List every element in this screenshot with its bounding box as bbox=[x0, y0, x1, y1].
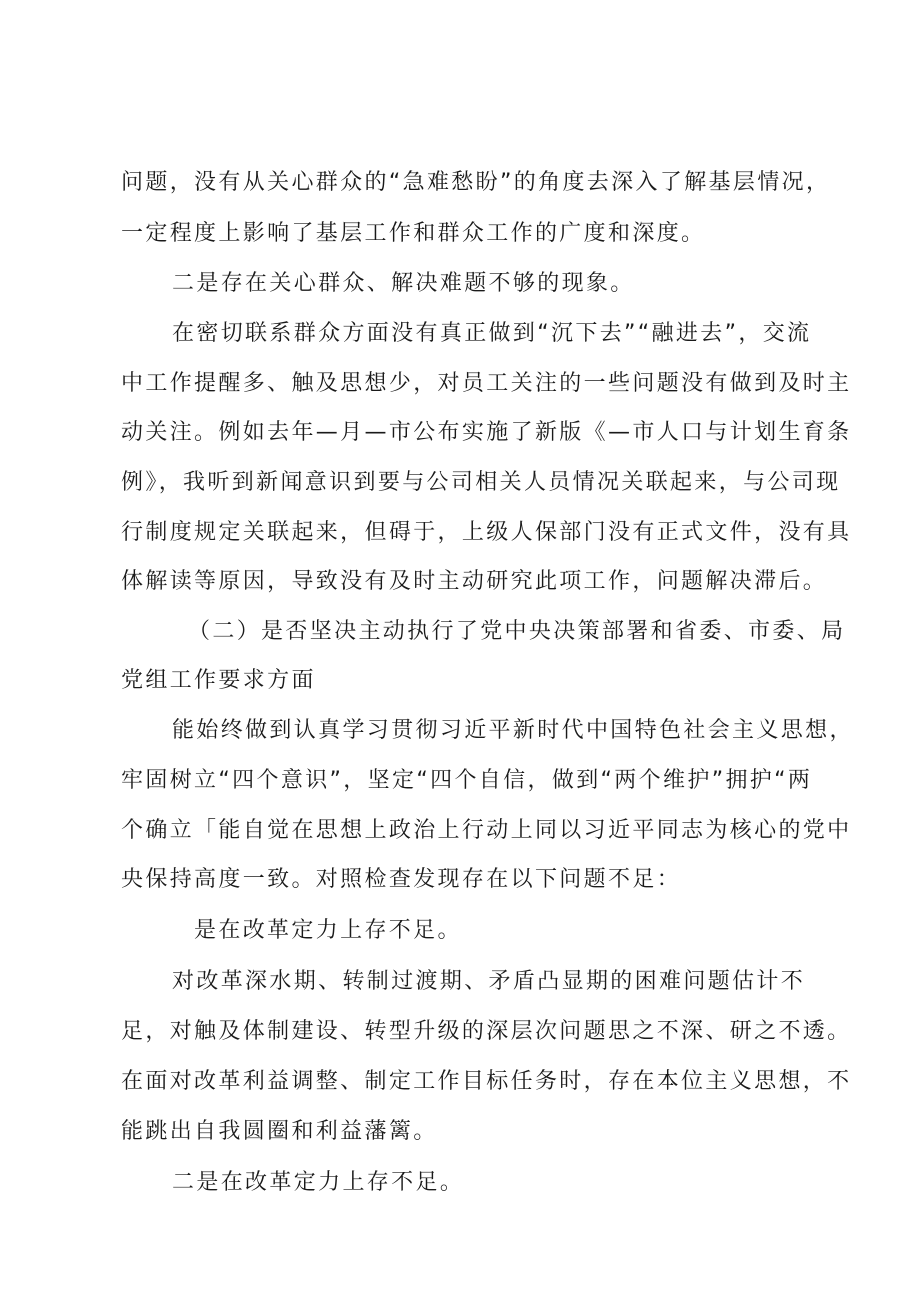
text-line: 在密切联系群众方面没有真正做到“沉下去”“融进去”，交流 bbox=[172, 321, 812, 346]
text-line: 能始终做到认真学习贯彻习近平新时代中国特色社会主义思想， bbox=[172, 718, 854, 743]
text-line: 一定程度上影响了基层工作和群众工作的广度和深度。 bbox=[121, 221, 706, 246]
text-line: 问题，没有从关心群众的“急难愁盼”的角度去深入了解基层情况， bbox=[121, 170, 831, 195]
text-line: 是在改革定力上存不足。 bbox=[194, 918, 462, 943]
text-line: 二是存在关心群众、解决难题不够的现象。 bbox=[172, 271, 635, 296]
text-line: 动关注。例如去年—月—市公布实施了新版《—市人口与计划生育条 bbox=[121, 420, 852, 445]
section-heading: （二）是否坚决主动执行了党中央决策部署和省委、市委、局 bbox=[188, 619, 846, 644]
text-line: 体解读等原因，导致没有及时主动研究此项工作，问题解决滞后。 bbox=[121, 569, 828, 594]
text-line: 能跳出自我圆圈和利益藩篱。 bbox=[121, 1119, 438, 1144]
text-line: 对改革深水期、转制过渡期、矛盾凸显期的困难问题估计不 bbox=[172, 969, 806, 994]
text-line: 足，对触及体制建设、转型升级的深层次问题思之不深、研之不透。 bbox=[121, 1019, 852, 1044]
text-line: 例》，我听到新闻意识到要与公司相关人员情况关联起来，与公司现 bbox=[121, 470, 841, 495]
text-line: 牢固树立“四个意识”，坚定“四个自信，做到“两个维护”拥护“两 bbox=[121, 768, 813, 793]
section-heading: 党组工作要求方面 bbox=[121, 668, 316, 693]
text-line: 央保持高度一致。对照检查发现存在以下问题不足： bbox=[121, 867, 682, 892]
text-line: 个确立「能自觉在思想上政治上行动上同以习近平同志为核心的党中 bbox=[121, 818, 852, 843]
text-line: 二是在改革定力上存不足。 bbox=[172, 1170, 465, 1195]
text-line: 在面对改革利益调整、制定工作目标任务时，存在本位主义思想，不 bbox=[121, 1069, 852, 1094]
text-line: 中工作提醒多、触及思想少，对员工关注的一些问题没有做到及时主 bbox=[121, 371, 852, 396]
text-line: 行制度规定关联起来，但碍于，上级人保部门没有正式文件，没有具 bbox=[121, 520, 852, 545]
